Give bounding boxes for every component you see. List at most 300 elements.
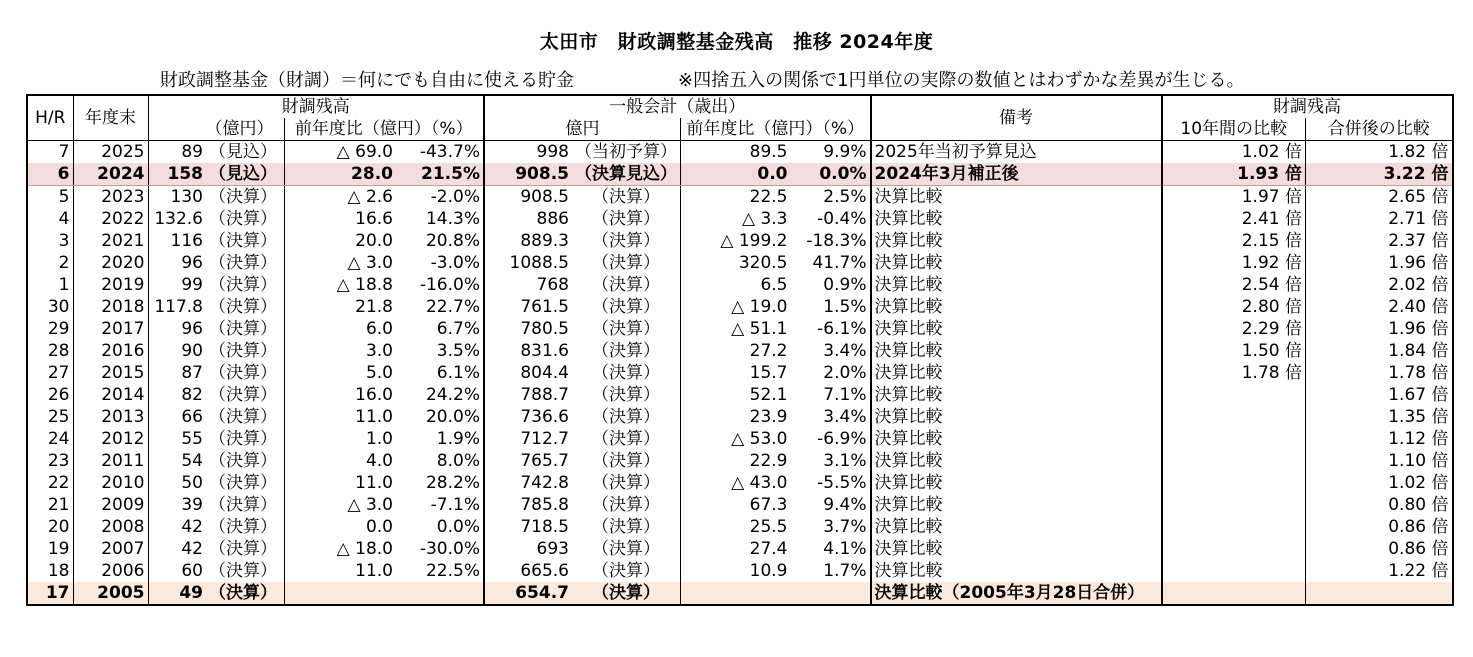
balance-note-cell: （決算） [209, 517, 277, 537]
hr-cell: 22 [27, 472, 73, 494]
general-diff-cell: △ 19.0 [681, 296, 791, 318]
balance-diff-cell: 11.0 [284, 560, 396, 582]
table-row [27, 318, 1453, 340]
general-cell: 886 [484, 208, 572, 230]
general-note-cell: （決算） [592, 319, 660, 339]
balance-diff-cell: 20.0 [284, 230, 396, 252]
remarks-cell: 決算比較 [871, 252, 1162, 274]
remarks-cell: 決算比較 [871, 208, 1162, 230]
balance-diff-cell: △ 69.0 [284, 141, 396, 164]
compare-merger-cell: 1.22 倍 [1306, 560, 1453, 582]
hr-cell: 30 [27, 296, 73, 318]
balance-diff-cell: 16.6 [284, 208, 396, 230]
balance-cell: 66 [148, 406, 206, 428]
header-yoy-general: 前年度比（億円）（%） [681, 118, 871, 141]
general-pct-cell: 3.1% [823, 451, 867, 471]
compare-merger-cell: 3.22 倍 [1306, 163, 1453, 186]
general-diff-cell: 23.9 [681, 406, 791, 428]
general-diff-cell: △ 199.2 [681, 230, 791, 252]
balance-pct-cell: 28.2% [425, 473, 480, 493]
general-cell: 742.8 [484, 472, 572, 494]
balance-diff-cell: 0.0 [284, 516, 396, 538]
general-pct-cell: 3.4% [823, 341, 867, 361]
balance-diff-cell: 5.0 [284, 362, 396, 384]
balance-pct-cell: 24.2% [425, 385, 480, 405]
balance-note-cell: （決算） [209, 385, 277, 405]
compare-10y-cell [1162, 450, 1306, 472]
compare-10y-cell: 2.15 倍 [1162, 230, 1306, 252]
table-row [27, 384, 1453, 406]
table-row [27, 252, 1453, 274]
table-row [27, 186, 1453, 209]
compare-merger-cell: 0.86 倍 [1306, 516, 1453, 538]
balance-diff-cell: △ 3.0 [284, 252, 396, 274]
year-cell: 2025 [73, 141, 148, 164]
general-cell: 654.7 [484, 582, 572, 605]
general-pct-cell: 4.1% [823, 539, 867, 559]
compare-10y-cell: 2.80 倍 [1162, 296, 1306, 318]
remarks-cell: 決算比較 [871, 472, 1162, 494]
year-cell: 2021 [73, 230, 148, 252]
table-row [27, 538, 1453, 560]
general-diff-cell: 320.5 [681, 252, 791, 274]
compare-merger-cell [1306, 582, 1453, 605]
compare-merger-cell: 1.96 倍 [1306, 318, 1453, 340]
general-cell: 889.3 [484, 230, 572, 252]
balance-cell: 42 [148, 516, 206, 538]
table-row [27, 494, 1453, 516]
general-note-cell: （決算） [592, 451, 660, 471]
compare-merger-cell: 1.67 倍 [1306, 384, 1453, 406]
general-diff-cell [681, 582, 791, 605]
hr-cell: 24 [27, 428, 73, 450]
general-pct-cell: 3.4% [823, 407, 867, 427]
general-diff-cell: 27.4 [681, 538, 791, 560]
general-pct-cell: 9.9% [823, 142, 867, 162]
balance-pct-cell: 8.0% [436, 451, 480, 471]
hr-cell: 20 [27, 516, 73, 538]
general-diff-cell: △ 3.3 [681, 208, 791, 230]
balance-note-cell: （決算） [209, 429, 277, 449]
balance-note-cell: （決算） [209, 253, 277, 273]
year-cell: 2013 [73, 406, 148, 428]
balance-cell: 42 [148, 538, 206, 560]
year-cell: 2018 [73, 296, 148, 318]
year-cell: 2017 [73, 318, 148, 340]
general-note-cell: （決算） [592, 231, 660, 251]
general-pct-cell: 1.5% [823, 297, 867, 317]
compare-merger-cell: 2.71 倍 [1306, 208, 1453, 230]
balance-diff-cell: 3.0 [284, 340, 396, 362]
page-title: 太田市 財政調整基金残高 推移 2024年度 [539, 31, 934, 53]
general-pct-cell: 2.5% [823, 187, 867, 207]
balance-pct-cell: -7.1% [430, 495, 480, 515]
header-compare-10y: 10年間の比較 [1162, 118, 1306, 141]
general-pct-cell: 3.7% [823, 517, 867, 537]
balance-pct-cell: 22.7% [425, 297, 480, 317]
balance-pct-cell: 20.8% [425, 231, 480, 251]
balance-cell: 89 [148, 141, 206, 164]
table-row [27, 516, 1453, 538]
general-cell: 908.5 [484, 163, 572, 186]
balance-pct-cell: 6.1% [436, 363, 480, 383]
general-diff-cell: △ 51.1 [681, 318, 791, 340]
balance-note-cell: （決算） [209, 473, 277, 493]
remarks-cell: 決算比較 [871, 560, 1162, 582]
balance-diff-cell: 28.0 [284, 163, 396, 186]
balance-note-cell: （決算） [209, 341, 277, 361]
header-oku: 億円 [484, 118, 681, 141]
general-cell: 788.7 [484, 384, 572, 406]
general-cell: 780.5 [484, 318, 572, 340]
general-cell: 1088.5 [484, 252, 572, 274]
remarks-cell: 決算比較 [871, 318, 1162, 340]
table-row [27, 296, 1453, 318]
general-cell: 768 [484, 274, 572, 296]
general-pct-cell: 9.4% [823, 495, 867, 515]
compare-merger-cell: 1.82 倍 [1306, 141, 1453, 164]
general-diff-cell: 89.5 [681, 141, 791, 164]
remarks-cell: 2024年3月補正後 [871, 163, 1162, 186]
hr-cell: 27 [27, 362, 73, 384]
balance-pct-cell: -16.0% [419, 275, 480, 295]
compare-10y-cell [1162, 538, 1306, 560]
balance-cell: 60 [148, 560, 206, 582]
balance-diff-cell [284, 582, 396, 605]
compare-merger-cell: 2.40 倍 [1306, 296, 1453, 318]
remarks-cell: 決算比較 [871, 428, 1162, 450]
table-row [27, 274, 1453, 296]
general-cell: 712.7 [484, 428, 572, 450]
compare-10y-cell: 2.54 倍 [1162, 274, 1306, 296]
balance-note-cell: （決算） [209, 209, 277, 229]
header-row-1 [27, 95, 1453, 118]
general-note-cell: （決算） [572, 582, 681, 605]
general-diff-cell: 52.1 [681, 384, 791, 406]
general-note-cell: （決算） [592, 495, 660, 515]
general-pct-cell: -5.5% [817, 473, 867, 493]
table-row [27, 450, 1453, 472]
balance-cell: 132.6 [148, 208, 206, 230]
compare-merger-cell: 2.37 倍 [1306, 230, 1453, 252]
general-pct-cell: 1.7% [823, 561, 867, 581]
general-note-cell: （決算） [592, 539, 660, 559]
balance-pct-cell: 1.9% [436, 429, 480, 449]
header-okuen: （億円） [148, 118, 284, 141]
general-cell: 693 [484, 538, 572, 560]
balance-pct-cell [396, 582, 484, 605]
general-note-cell: （決算） [592, 363, 660, 383]
balance-note-cell: （決算） [209, 187, 277, 207]
balance-cell: 82 [148, 384, 206, 406]
general-note-cell: （決算） [592, 275, 660, 295]
compare-10y-cell: 1.50 倍 [1162, 340, 1306, 362]
hr-cell: 25 [27, 406, 73, 428]
compare-10y-cell [1162, 472, 1306, 494]
general-note-cell: （決算） [592, 517, 660, 537]
compare-10y-cell: 2.41 倍 [1162, 208, 1306, 230]
remarks-cell: 決算比較 [871, 538, 1162, 560]
remarks-cell: 決算比較 [871, 296, 1162, 318]
compare-10y-cell [1162, 494, 1306, 516]
compare-10y-cell: 1.97 倍 [1162, 186, 1306, 209]
general-note-cell: （決算） [592, 297, 660, 317]
general-pct-cell: 0.9% [823, 275, 867, 295]
balance-diff-cell: 11.0 [284, 472, 396, 494]
general-cell: 665.6 [484, 560, 572, 582]
balance-pct-cell: 22.5% [425, 561, 480, 581]
balance-cell: 130 [148, 186, 206, 209]
general-note-cell: （決算見込） [572, 163, 681, 186]
balance-diff-cell: 16.0 [284, 384, 396, 406]
year-cell: 2009 [73, 494, 148, 516]
compare-10y-cell: 1.02 倍 [1162, 141, 1306, 164]
balance-note-cell: （決算） [209, 407, 277, 427]
compare-10y-cell [1162, 582, 1306, 605]
table-row [27, 230, 1453, 252]
balance-cell: 50 [148, 472, 206, 494]
general-diff-cell: 10.9 [681, 560, 791, 582]
balance-pct-cell: 0.0% [436, 517, 480, 537]
compare-merger-cell: 1.12 倍 [1306, 428, 1453, 450]
balance-pct-cell: 20.0% [425, 407, 480, 427]
year-cell: 2008 [73, 516, 148, 538]
general-pct-cell [791, 582, 871, 605]
hr-cell: 21 [27, 494, 73, 516]
hr-cell: 7 [27, 141, 73, 164]
compare-10y-cell [1162, 560, 1306, 582]
table-row [27, 560, 1453, 582]
general-cell: 718.5 [484, 516, 572, 538]
remarks-cell: 決算比較 [871, 494, 1162, 516]
year-cell: 2012 [73, 428, 148, 450]
header-yoy: 前年度比（億円）（%） [284, 118, 484, 141]
hr-cell: 3 [27, 230, 73, 252]
balance-pct-cell: -3.0% [430, 253, 480, 273]
general-cell: 831.6 [484, 340, 572, 362]
hr-cell: 28 [27, 340, 73, 362]
general-pct-cell: -18.3% [806, 231, 867, 251]
hr-cell: 6 [27, 163, 73, 186]
header-zaicho-group-2: 財調残高 [1162, 95, 1453, 118]
compare-merger-cell: 1.78 倍 [1306, 362, 1453, 384]
hr-cell: 19 [27, 538, 73, 560]
general-diff-cell: △ 53.0 [681, 428, 791, 450]
general-cell: 765.7 [484, 450, 572, 472]
remarks-cell: 決算比較 [871, 384, 1162, 406]
compare-merger-cell: 1.96 倍 [1306, 252, 1453, 274]
table-row [27, 163, 1453, 186]
general-cell: 908.5 [484, 186, 572, 209]
compare-merger-cell: 1.84 倍 [1306, 340, 1453, 362]
balance-note-cell: （決算） [209, 231, 277, 251]
hr-cell: 17 [27, 582, 73, 605]
header-remarks: 備考 [871, 95, 1162, 141]
compare-merger-cell: 1.35 倍 [1306, 406, 1453, 428]
general-note-cell: （決算） [592, 407, 660, 427]
balance-cell: 90 [148, 340, 206, 362]
hr-cell: 18 [27, 560, 73, 582]
table-row [27, 406, 1453, 428]
general-cell: 998 [484, 141, 572, 164]
balance-note-cell: （決算） [209, 495, 277, 515]
hr-cell: 23 [27, 450, 73, 472]
general-note-cell: （決算） [592, 209, 660, 229]
table-row [27, 472, 1453, 494]
general-diff-cell: 15.7 [681, 362, 791, 384]
balance-pct-cell: 6.7% [436, 319, 480, 339]
general-pct-cell: -6.9% [817, 429, 867, 449]
balance-note-cell: （見込） [209, 142, 277, 162]
general-pct-cell: 2.0% [823, 363, 867, 383]
hr-cell: 2 [27, 252, 73, 274]
general-pct-cell: 7.1% [823, 385, 867, 405]
compare-merger-cell: 0.86 倍 [1306, 538, 1453, 560]
general-diff-cell: △ 43.0 [681, 472, 791, 494]
general-cell: 736.6 [484, 406, 572, 428]
balance-cell: 117.8 [148, 296, 206, 318]
balance-cell: 96 [148, 318, 206, 340]
table-row [27, 208, 1453, 230]
year-cell: 2011 [73, 450, 148, 472]
remarks-cell: 決算比較 [871, 274, 1162, 296]
remarks-cell: 決算比較 [871, 186, 1162, 209]
table-body [27, 141, 1453, 606]
general-pct-cell: 0.0% [791, 163, 871, 186]
table-row [27, 362, 1453, 384]
hr-cell: 26 [27, 384, 73, 406]
balance-diff-cell: 4.0 [284, 450, 396, 472]
remarks-cell: 決算比較（2005年3月28日合併） [871, 582, 1162, 605]
balance-diff-cell: △ 18.8 [284, 274, 396, 296]
balance-cell: 116 [148, 230, 206, 252]
balance-note-cell: （決算） [206, 582, 284, 605]
fund-balance-table [26, 94, 1454, 606]
balance-note-cell: （決算） [209, 539, 277, 559]
table-row [27, 582, 1453, 605]
balance-note-cell: （決算） [209, 451, 277, 471]
compare-10y-cell [1162, 384, 1306, 406]
general-pct-cell: -6.1% [817, 319, 867, 339]
compare-10y-cell [1162, 516, 1306, 538]
year-cell: 2014 [73, 384, 148, 406]
compare-10y-cell: 2.29 倍 [1162, 318, 1306, 340]
general-pct-cell: 41.7% [812, 253, 867, 273]
remarks-cell: 決算比較 [871, 406, 1162, 428]
general-diff-cell: 0.0 [681, 163, 791, 186]
remarks-cell: 決算比較 [871, 230, 1162, 252]
year-cell: 2010 [73, 472, 148, 494]
balance-pct-cell: 3.5% [436, 341, 480, 361]
remarks-cell: 決算比較 [871, 516, 1162, 538]
general-diff-cell: 25.5 [681, 516, 791, 538]
balance-diff-cell: 1.0 [284, 428, 396, 450]
hr-cell: 29 [27, 318, 73, 340]
year-cell: 2022 [73, 208, 148, 230]
table-row [27, 428, 1453, 450]
subtitle-fund-definition: 財政調整基金（財調）＝何にでも自由に使える貯金 [160, 70, 574, 91]
compare-10y-cell: 1.78 倍 [1162, 362, 1306, 384]
general-note-cell: （決算） [592, 561, 660, 581]
year-cell: 2023 [73, 186, 148, 209]
compare-merger-cell: 2.02 倍 [1306, 274, 1453, 296]
general-note-cell: （決算） [592, 187, 660, 207]
compare-merger-cell: 2.65 倍 [1306, 186, 1453, 209]
balance-cell: 55 [148, 428, 206, 450]
header-year: 年度末 [73, 95, 148, 141]
table-row [27, 340, 1453, 362]
balance-pct-cell: 14.3% [425, 209, 480, 229]
general-diff-cell: 22.9 [681, 450, 791, 472]
year-cell: 2020 [73, 252, 148, 274]
remarks-cell: 決算比較 [871, 450, 1162, 472]
balance-note-cell: （決算） [209, 275, 277, 295]
balance-pct-cell: -30.0% [419, 539, 480, 559]
year-cell: 2007 [73, 538, 148, 560]
balance-cell: 39 [148, 494, 206, 516]
year-cell: 2016 [73, 340, 148, 362]
general-note-cell: （決算） [592, 473, 660, 493]
general-note-cell: （決算） [592, 429, 660, 449]
compare-merger-cell: 1.02 倍 [1306, 472, 1453, 494]
header-general-account-group: 一般会計（歳出） [484, 95, 871, 118]
balance-diff-cell: 21.8 [284, 296, 396, 318]
remarks-cell: 2025年当初予算見込 [871, 141, 1162, 164]
year-cell: 2006 [73, 560, 148, 582]
general-diff-cell: 67.3 [681, 494, 791, 516]
subtitle-rounding-note: ※四捨五入の関係で1円単位の実際の数値とはわずかな差異が生じる。 [678, 70, 1245, 91]
general-note-cell: （決算） [592, 385, 660, 405]
general-pct-cell: -0.4% [817, 209, 867, 229]
header-compare-merger: 合併後の比較 [1306, 118, 1453, 141]
balance-note-cell: （決算） [209, 319, 277, 339]
general-cell: 761.5 [484, 296, 572, 318]
year-cell: 2015 [73, 362, 148, 384]
balance-note-cell: （決算） [209, 363, 277, 383]
hr-cell: 1 [27, 274, 73, 296]
balance-pct-cell: -43.7% [419, 142, 480, 162]
compare-10y-cell [1162, 406, 1306, 428]
balance-diff-cell: 6.0 [284, 318, 396, 340]
general-note-cell: （決算） [592, 341, 660, 361]
balance-note-cell: （決算） [209, 297, 277, 317]
balance-diff-cell: △ 2.6 [284, 186, 396, 209]
remarks-cell: 決算比較 [871, 362, 1162, 384]
balance-cell: 49 [148, 582, 206, 605]
year-cell: 2024 [73, 163, 148, 186]
general-diff-cell: 22.5 [681, 186, 791, 209]
balance-cell: 87 [148, 362, 206, 384]
general-cell: 785.8 [484, 494, 572, 516]
general-cell: 804.4 [484, 362, 572, 384]
hr-cell: 4 [27, 208, 73, 230]
compare-10y-cell: 1.92 倍 [1162, 252, 1306, 274]
general-note-cell: （当初予算） [575, 142, 677, 162]
year-cell: 2019 [73, 274, 148, 296]
general-note-cell: （決算） [592, 253, 660, 273]
balance-cell: 96 [148, 252, 206, 274]
compare-10y-cell [1162, 428, 1306, 450]
compare-merger-cell: 1.10 倍 [1306, 450, 1453, 472]
balance-note-cell: （決算） [209, 561, 277, 581]
general-diff-cell: 6.5 [681, 274, 791, 296]
compare-10y-cell: 1.93 倍 [1162, 163, 1306, 186]
balance-cell: 54 [148, 450, 206, 472]
balance-diff-cell: 11.0 [284, 406, 396, 428]
balance-pct-cell: 21.5% [396, 163, 484, 186]
balance-cell: 99 [148, 274, 206, 296]
header-row-2 [27, 118, 1453, 141]
